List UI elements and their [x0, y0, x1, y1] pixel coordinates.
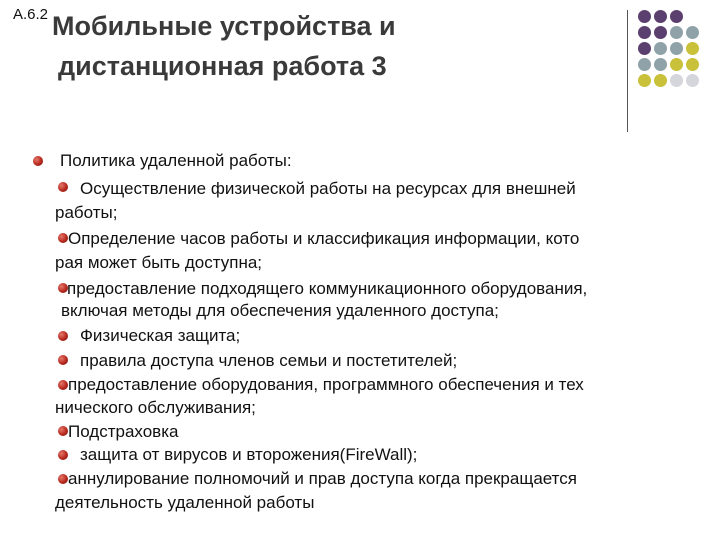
list-item: аннулирование полномочий и прав доступа когда прекращается: [68, 469, 577, 488]
decorative-dot: [654, 74, 667, 87]
decorative-dot: [686, 26, 699, 39]
bullet-icon: [58, 331, 68, 341]
list-item: Определение часов работы и классификация информации, кото: [68, 229, 580, 248]
list-item: защита от вирусов и второжения(FireWall);: [80, 445, 418, 464]
decorative-dot: [670, 10, 683, 23]
title-line-2: дистанционная работа 3: [58, 51, 387, 81]
decorative-dot: [654, 26, 667, 39]
title-line-1: Мобильные устройства и: [52, 11, 396, 41]
decorative-dot: [670, 42, 683, 55]
decorative-dot: [638, 10, 651, 23]
bullet-icon: [58, 426, 68, 436]
bullet-icon: [33, 156, 43, 166]
list-item: правила доступа членов семьи и постетителей;: [80, 351, 458, 370]
list-heading: Политика удаленной работы:: [60, 151, 292, 170]
list-item-continuation: рая может быть доступна;: [55, 253, 263, 272]
slide-title: [52, 6, 612, 86]
list-item-continuation: включая методы для обеспечения удаленного доступа;: [61, 301, 499, 320]
decorative-dot: [654, 10, 667, 23]
decorative-dot: [654, 42, 667, 55]
bullet-icon: [58, 182, 68, 192]
bullet-icon: [58, 474, 68, 484]
bullet-icon: [58, 380, 68, 390]
list-item: предоставление подходящего коммуникационного оборудования,: [67, 279, 588, 298]
bullet-icon: [58, 355, 68, 365]
decorative-dot: [686, 74, 699, 87]
decorative-dot: [670, 26, 683, 39]
list-item: Осуществление физической работы на ресурсах для внешней: [80, 179, 576, 198]
bullet-icon: [58, 233, 68, 243]
bullet-icon: [58, 450, 68, 460]
decorative-dot: [686, 58, 699, 71]
list-item: Подстраховка: [68, 422, 179, 441]
decorative-dot: [638, 26, 651, 39]
list-item-continuation: нического обслуживания;: [55, 398, 256, 417]
decorative-dot: [638, 58, 651, 71]
decorative-dot: [686, 42, 699, 55]
list-item-continuation: деятельность удаленной работы: [55, 493, 315, 512]
list-item: предоставление оборудования, программного обеспечения и тех: [68, 375, 584, 394]
decorative-dot: [638, 74, 651, 87]
decorative-dot: [670, 74, 683, 87]
list-item: Физическая защита;: [80, 326, 241, 345]
decorative-dot: [670, 58, 683, 71]
decorative-dot: [638, 42, 651, 55]
decorative-divider: [627, 10, 628, 132]
decorative-dot: [654, 58, 667, 71]
section-number: A.6.2: [13, 6, 49, 23]
list-item-continuation: работы;: [55, 203, 118, 222]
